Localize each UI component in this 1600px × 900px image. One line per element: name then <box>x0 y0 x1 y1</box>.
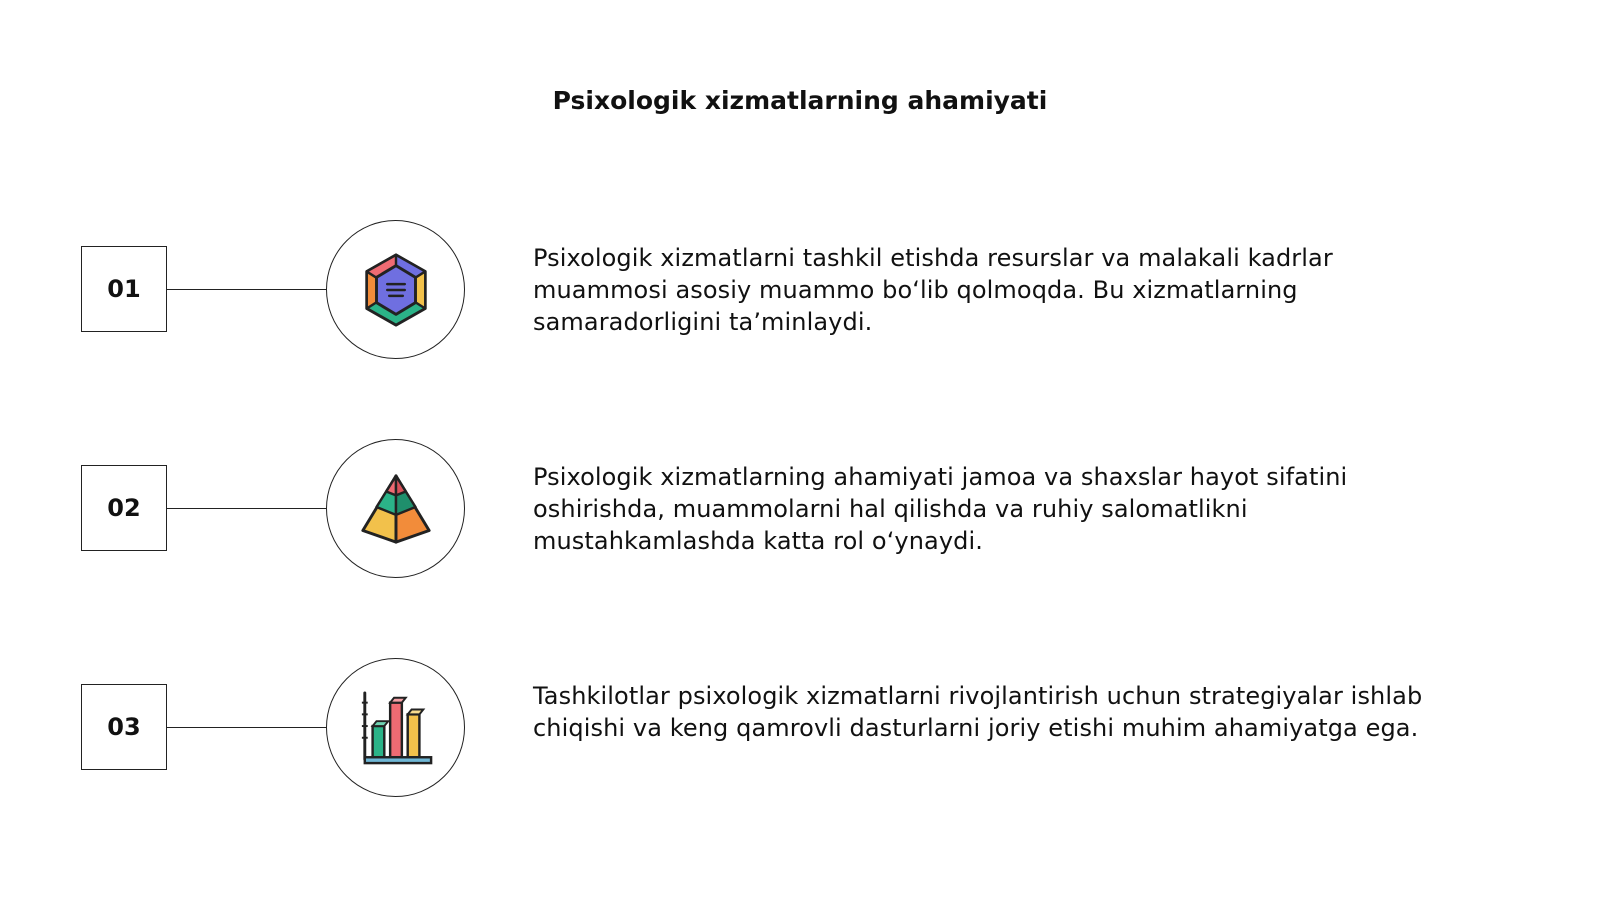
item-description: Psixologik xizmatlarning ahamiyati jamoa va shaxslar hayot sifatini oshirishda, muammolarni hal qilishda va ruhiy salomatlikni mustahkamlashda katta rol o‘ynaydi. <box>533 463 1348 555</box>
icon-circle <box>326 220 465 359</box>
item-row-3 <box>0 658 1600 798</box>
icon-circle <box>326 658 465 797</box>
pyramid-icon <box>357 470 435 548</box>
connector-line <box>167 727 328 728</box>
item-description: Tashkilotlar psixologik xizmatlarni rivojlantirish uchun strategiyalar ishlab chiqishi va keng qamrovli dasturlarni joriy etishi muhim ahamiyatga ega. <box>533 682 1423 742</box>
item-row-1 <box>0 220 1600 360</box>
item-description: Psixologik xizmatlarni tashkil etishda resurslar va malakali kadrlar muammosi asosiy muammo bo‘lib qolmoqda. Bu xizmatlarning samaradorligini ta’minlaydi. <box>533 244 1333 336</box>
page-title: Psixologik xizmatlarning ahamiyati <box>552 86 1048 115</box>
icon-circle <box>326 439 465 578</box>
item-number-box: 02 <box>81 465 167 551</box>
item-number-box: 01 <box>81 246 167 332</box>
hexagon-document-icon <box>357 251 435 329</box>
bar-chart-icon <box>357 689 435 767</box>
item-number-box: 03 <box>81 684 167 770</box>
connector-line <box>167 508 328 509</box>
connector-line <box>167 289 328 290</box>
item-row-2 <box>0 439 1600 579</box>
